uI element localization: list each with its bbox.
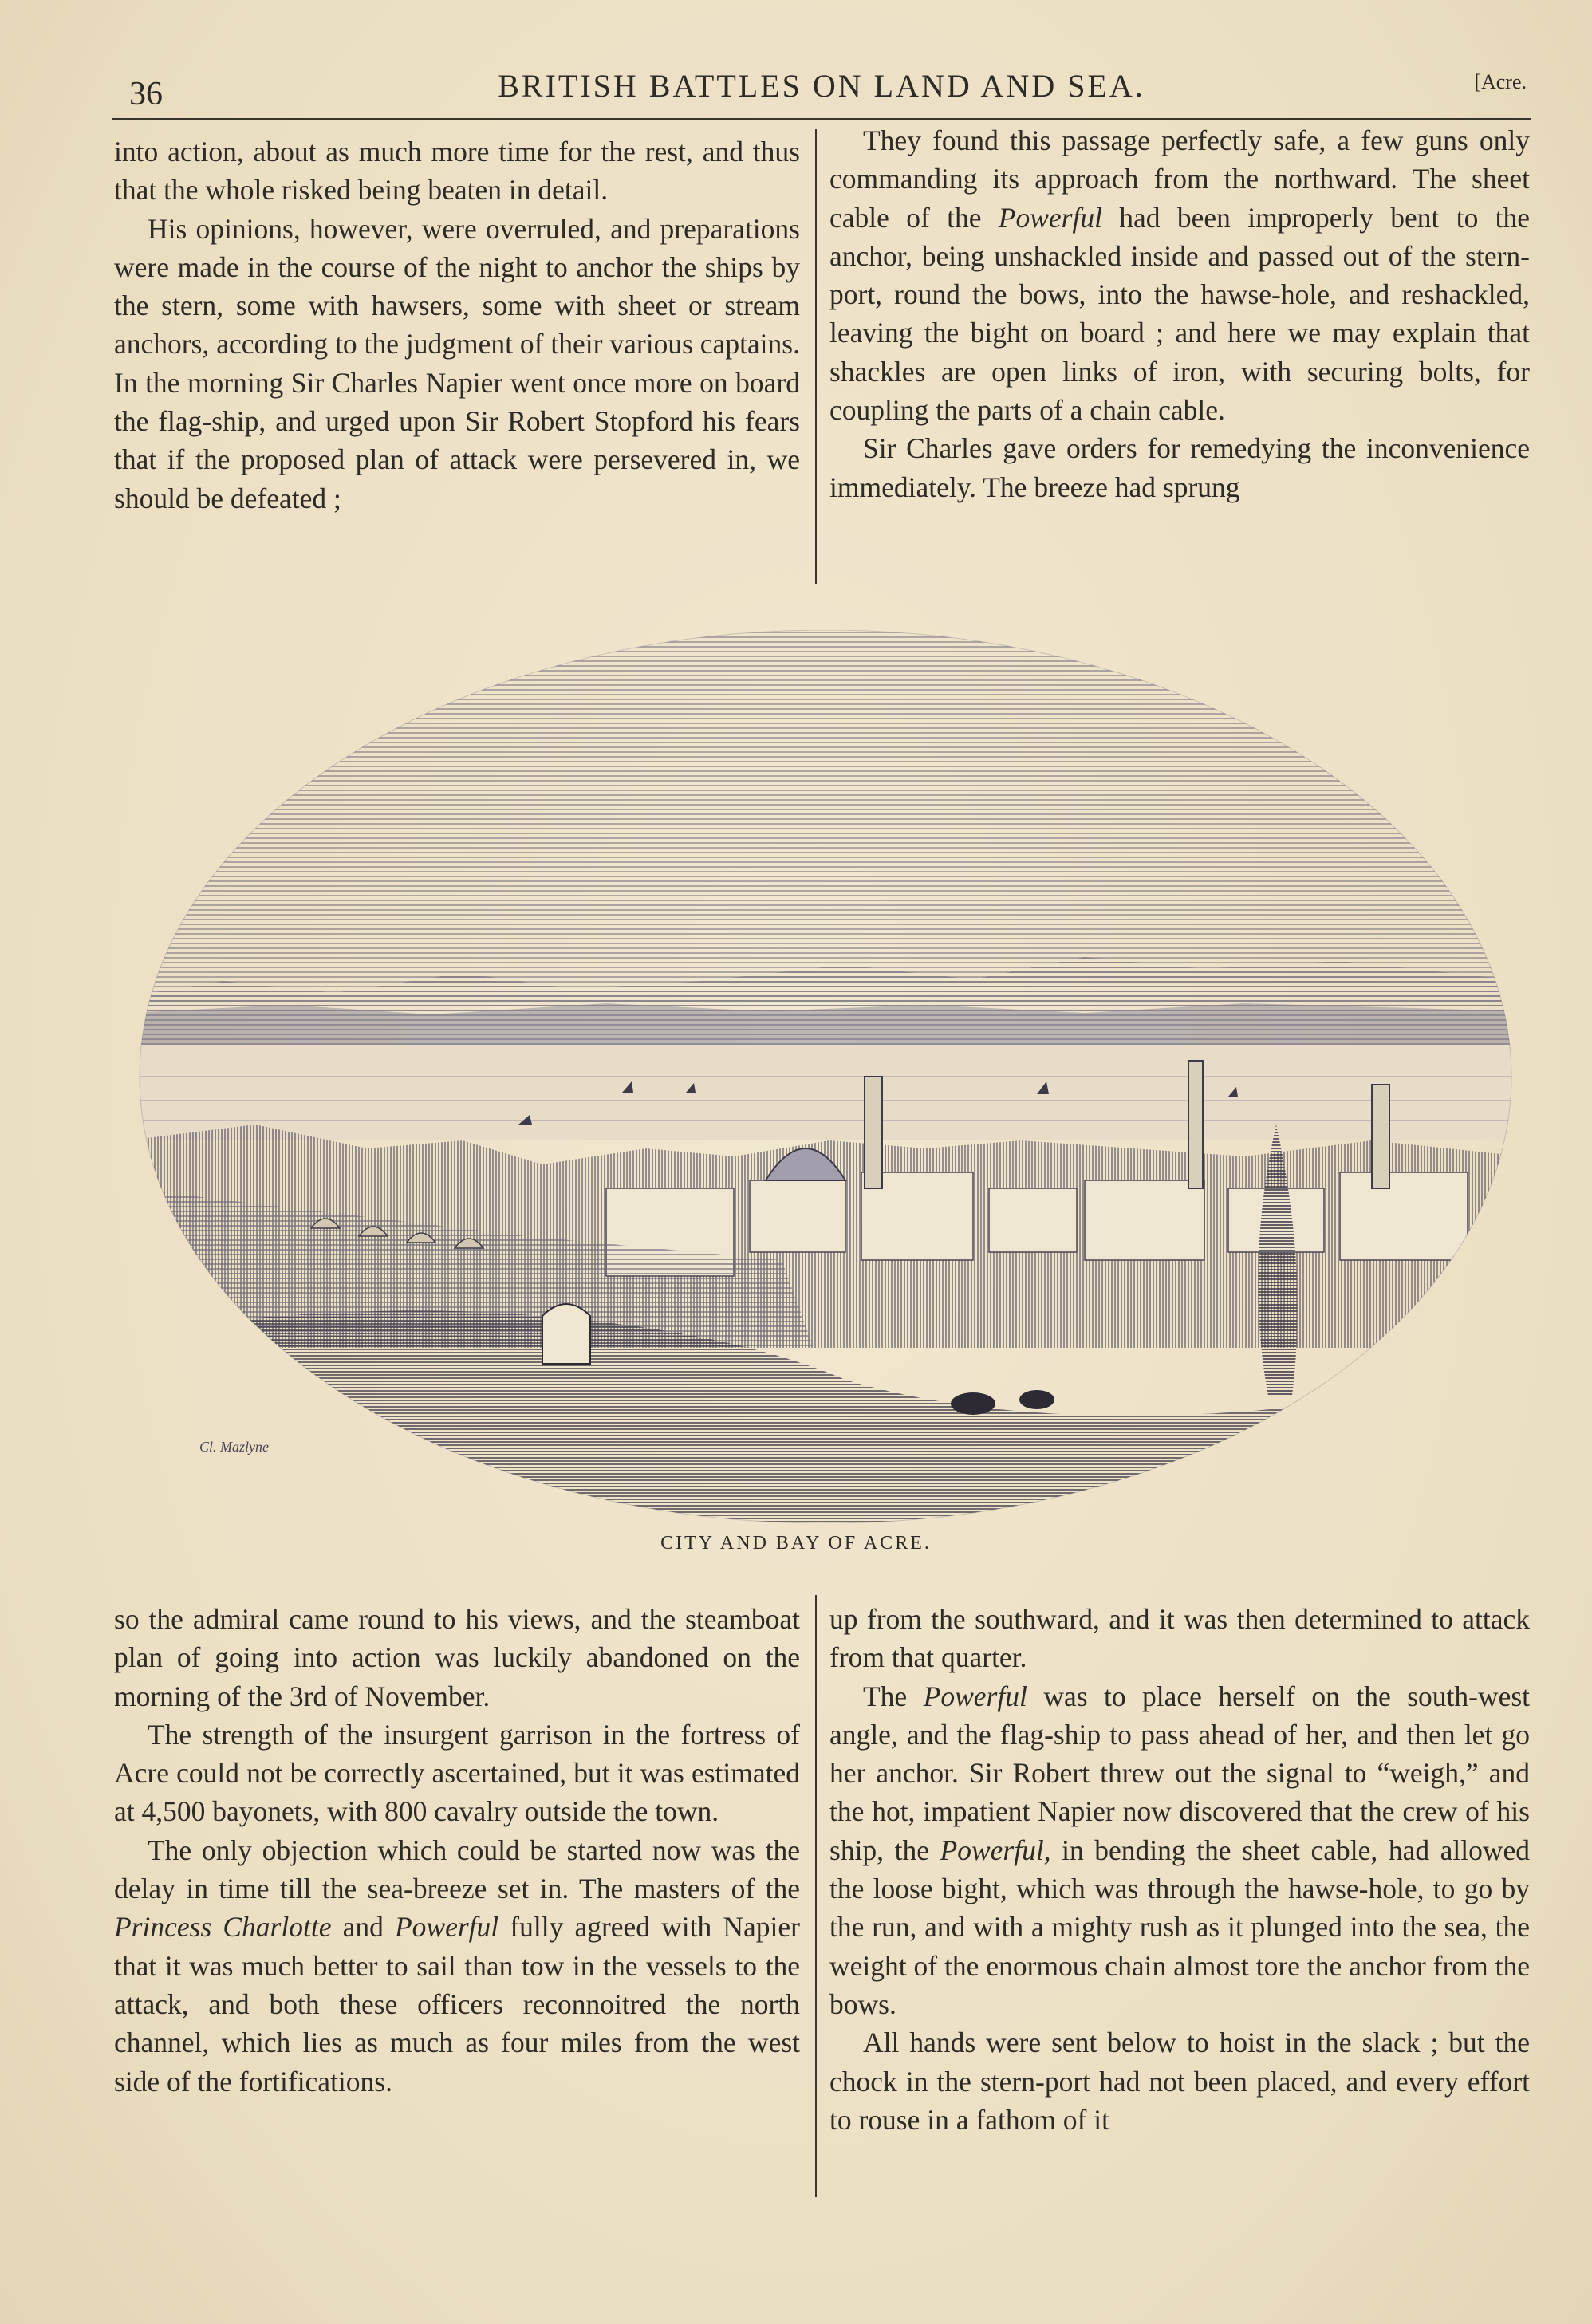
page-number: 36 xyxy=(129,76,163,112)
top-left-column xyxy=(114,132,800,518)
paragraph: All hands were sent below to hoist in the slack ; but the chock in the stern-port had not been placed, and every effort to rouse in a fathom of it xyxy=(829,2027,1530,2136)
text-run: was to place herself on the south-west angle, and the flag-ship to pass ahead of her, and then let go her anchor. Sir Robert threw out the signal to “weigh,” and the hot, impatient Napier now discovered that the crew of his ship, the xyxy=(829,1680,1531,1866)
column-divider xyxy=(815,1595,817,2197)
paragraph xyxy=(114,1831,800,2101)
text-run: had been improperly bent to the anchor, being unshackled inside and passed out of the stern-port, round the bows, into the hawse-hole, and reshackled, leaving the bight on board ; and here we may explain that shackles are open links of iron, with securing bolts, for coupling the parts of a chain cable. xyxy=(829,201,1531,427)
ship-name: Powerful xyxy=(998,201,1102,234)
section-marker: [Acre. xyxy=(1474,70,1527,93)
ship-name: Princess Charlotte xyxy=(114,1911,332,1944)
engraver-signature: Cl. Mazlyne xyxy=(199,1439,269,1455)
running-head xyxy=(112,62,1531,110)
text-run: in bending the sheet cable, had allowed the loose bight, which was through the hawse-hole, to go by the run, and with a mighty rush as it plunged into the sea, the weight of the enormous chain almost tore the anchor from the bows. xyxy=(829,1834,1531,2020)
text-run: They found this passage perfectly safe, a few guns only commanding its approach from the northward. The sheet cable of the xyxy=(829,124,1530,234)
bottom-left-column xyxy=(114,1600,800,2101)
text-run: fully agreed with Napier that it was much better to sail than tow in the vessels to the attack, and both these officers reconnoitred the north channel, which lies as much as four miles from the west side of the fortifications. xyxy=(114,1911,800,2098)
running-title: BRITISH BATTLES ON LAND AND SEA. xyxy=(498,68,1145,104)
paragraph: The strength of the insurgent garrison in the fortress of Acre could not be correctly ascertained, but it was estimated at 4,500 bayonets, with 800 cavalry outside the town. xyxy=(114,1718,800,1828)
column-divider xyxy=(815,129,817,584)
illustration-caption: CITY AND BAY OF ACRE. xyxy=(660,1533,932,1554)
paragraph: His opinions, however, were overruled, and preparations were made in the course of the night to anchor the ships by the stern, some with hawsers, some with sheet or stream anchors, according to the judgment of their various captains. In the morning Sir Charles Napier went once more on board the flag-ship, and urged upon Sir Robert Stopford his fears that if the proposed plan of attack were persevered in, we should be defeated ; xyxy=(114,212,800,514)
paragraph xyxy=(829,1677,1530,2024)
paragraph: up from the southward, and it was then determined to attack from that quarter. xyxy=(829,1603,1530,1674)
ship-name: Powerful, xyxy=(940,1834,1051,1866)
engraving-city-and-bay-of-acre xyxy=(128,630,1523,1523)
ship-name: Powerful xyxy=(394,1911,499,1944)
text-run: The only objection which could be started now was the delay in time till the sea-breeze set in. The masters of the xyxy=(114,1834,800,1905)
bottom-right-column xyxy=(829,1600,1530,2139)
text-run: and xyxy=(342,1911,384,1944)
header-rule xyxy=(112,118,1531,120)
paragraph: so the admiral came round to his views, and the steamboat plan of going into action was luckily abandoned on the morning of the 3rd of November. xyxy=(114,1603,800,1712)
paragraph: into action, about as much more time for the rest, and thus that the whole risked being beaten in detail. xyxy=(114,136,800,207)
ship-name: Powerful xyxy=(923,1680,1027,1712)
paragraph xyxy=(829,121,1530,429)
paragraph: Sir Charles gave orders for remedying the inconvenience immediately. The breeze had sprung xyxy=(829,432,1530,503)
text-run: The xyxy=(863,1680,908,1712)
top-right-column xyxy=(829,121,1530,506)
